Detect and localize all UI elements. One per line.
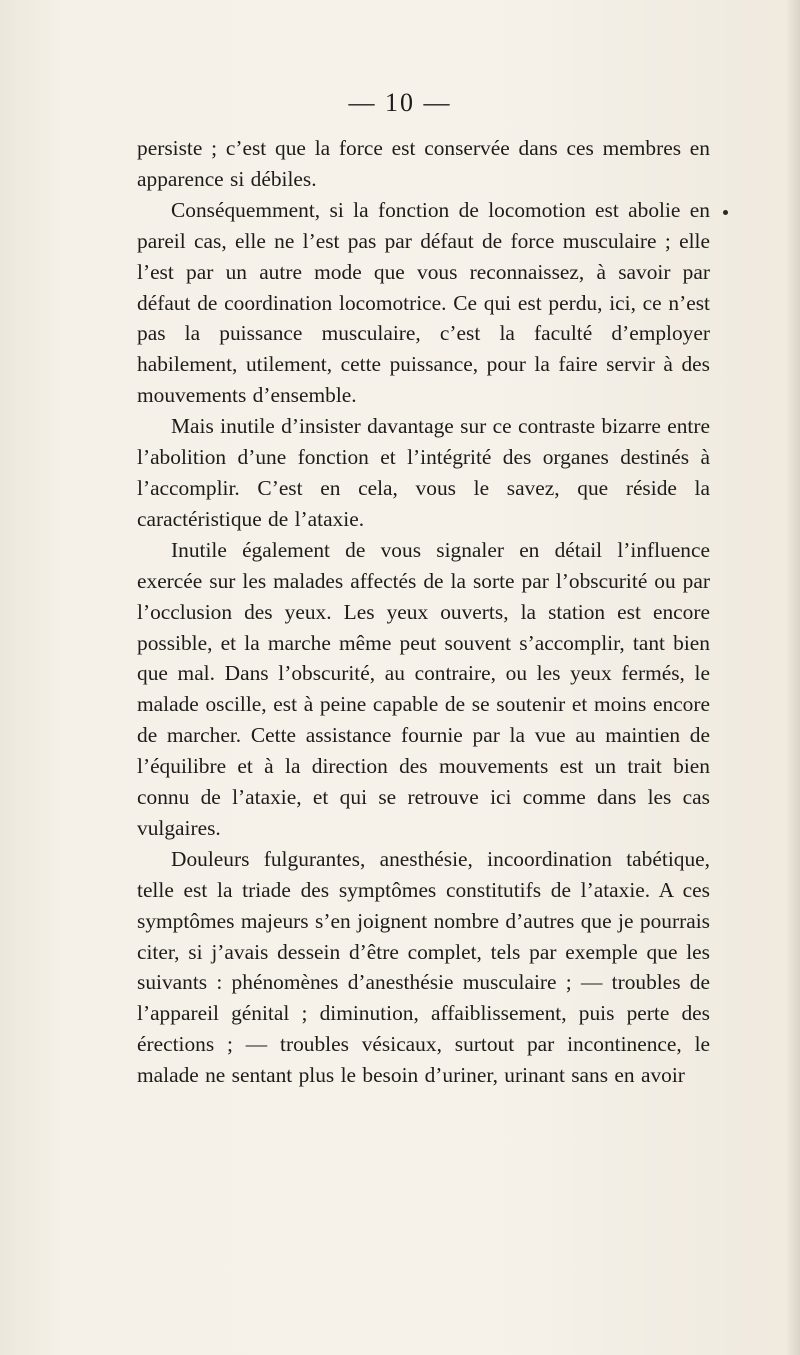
- paragraph-4: Inutile également de vous signaler en détail l’influence exercée sur les malades affectés de la sorte par l’obscurité ou par l’occlusion des yeux. Les yeux ouverts, la station est encore possible, et la marche même peut souvent s’accomplir, tant bien que mal. Dans l’obscurité, au contraire, ou les yeux fermés, le malade oscille, est à peine capable de se soutenir et moins encore de marcher. Cette assistance fournie par la vue au maintien de l’équilibre et à la direction des mouvements est un trait bien connu de l’ataxie, et qui se retrouve ici comme dans les cas vulgaires.: [137, 537, 710, 840]
- paragraph-5: Douleurs fulgurantes, anesthésie, incoordination tabétique, telle est la triade des symptômes constitutifs de l’ataxie. A ces symptômes majeurs s’en joignent nombre d’autres que je pourrais citer, si j’avais dessein d’être complet, tels par exemple que les suivants : phénomènes d’anesthésie musculaire ; — troubles de l’appareil génital ; diminution, affaiblissement, puis perte des érections ; — troubles vésicaux, surtout par incontinence, le malade ne sentant plus le besoin d’uriner, urinant sans en avoir: [137, 846, 710, 1088]
- ink-blot: [723, 210, 728, 215]
- page-edge-shadow: [786, 0, 800, 1355]
- paragraph-2: Conséquemment, si la fonction de locomotion est abolie en pareil cas, elle ne l’est pas par défaut de force musculaire ; elle l’est par un autre mode que vous reconnaissez, à savoir par défaut de coordination locomotrice. Ce qui est perdu, ici, ce n’est pas la puissance musculaire, c’est la faculté d’employer habilement, utilement, cette puissance, pour la faire servir à des mouvements d’ensemble.: [137, 197, 710, 408]
- body-text: [137, 133, 710, 1091]
- paragraph-3: Mais inutile d’insister davantage sur ce contraste bizarre entre l’abolition d’une fonction et l’intégrité des organes destinés à l’accomplir. C’est en cela, vous le savez, que réside la caractéristique de l’ataxie.: [137, 414, 710, 531]
- page-number: — 10 —: [348, 88, 452, 117]
- paragraph-1: persiste ; c’est que la force est conservée dans ces membres en apparence si débiles.: [137, 136, 710, 191]
